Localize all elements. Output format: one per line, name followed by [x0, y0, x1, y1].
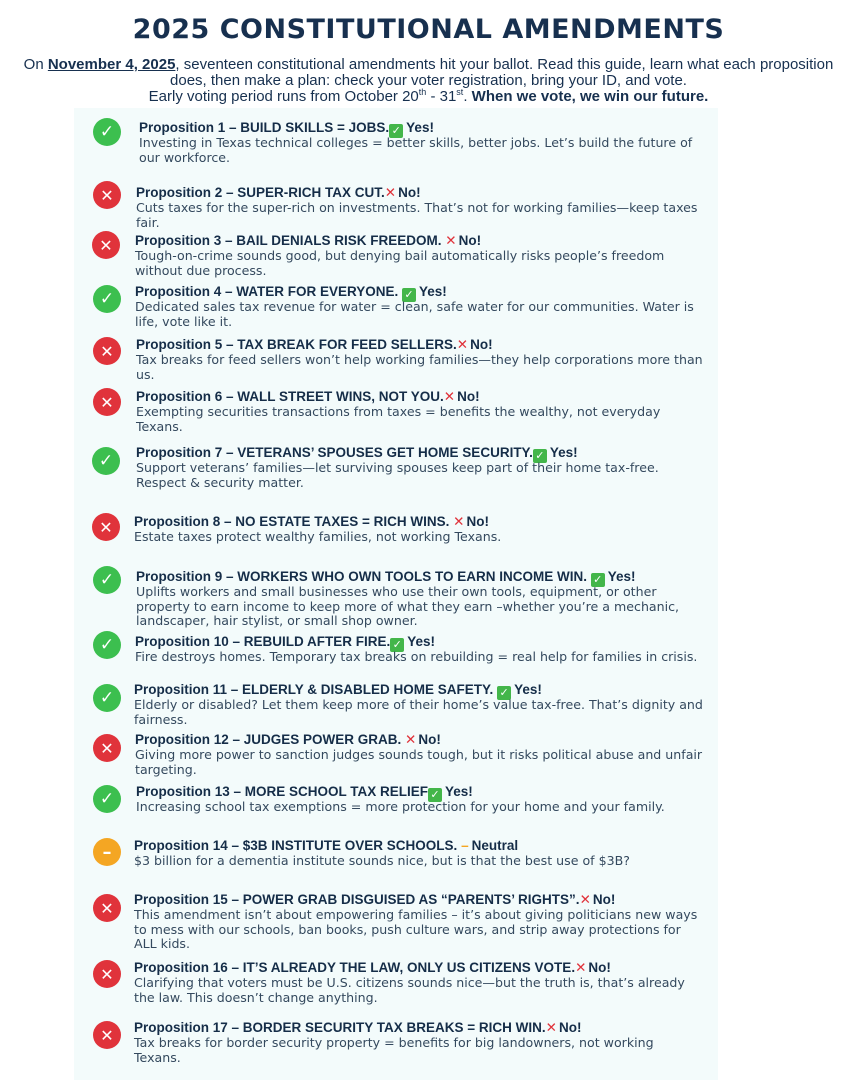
x-icon: ✕ — [93, 181, 121, 209]
proposition-title: Proposition 14 – $3B INSTITUTE OVER SCHOOLS. — [134, 838, 462, 853]
proposition-title: Proposition 3 – BAIL DENIALS RISK FREEDOM. — [135, 233, 446, 248]
proposition-description: Exempting securities transactions from taxes = benefits the wealthy, not everyday Texans. — [136, 404, 661, 434]
proposition-description: Dedicated sales tax revenue for water = clean, safe water for our communities. Water is life, vote like it. — [135, 299, 694, 329]
page-title: 2025 CONSTITUTIONAL AMENDMENTS — [132, 14, 725, 45]
intro-rest: , seventeen constitutional amendments hit your ballot. Read this guide, learn what each proposition does, then make a plan: check your voter registration, bring your ID, and vote. — [170, 56, 834, 89]
verdict-label: No! — [458, 233, 482, 248]
checkbox-icon: ✓ — [428, 788, 442, 802]
x-icon: ✕ — [92, 513, 120, 541]
proposition-title: Proposition 6 – WALL STREET WINS, NOT YOU. — [136, 389, 444, 404]
proposition-heading — [136, 337, 493, 353]
proposition-heading — [134, 514, 489, 530]
cross-icon: ✕ — [443, 389, 456, 405]
proposition-description: Estate taxes protect wealthy families, not working Texans. — [134, 529, 502, 544]
proposition-title: Proposition 16 – IT’S ALREADY THE LAW, ONLY US CITIZENS VOTE. — [134, 960, 576, 975]
proposition-heading — [134, 892, 615, 908]
intro-text — [8, 57, 849, 105]
x-icon: ✕ — [92, 231, 120, 259]
check-icon: ✓ — [92, 447, 120, 475]
proposition-title: Proposition 12 – JUDGES POWER GRAB. — [135, 732, 406, 747]
verdict-label: Yes! — [445, 784, 473, 799]
cross-icon: ✕ — [545, 1020, 557, 1036]
proposition-description: $3 billion for a dementia institute sounds nice, but is that the best use of $3B? — [134, 853, 630, 868]
cross-icon: ✕ — [453, 514, 465, 530]
verdict-label: Yes! — [419, 284, 447, 299]
proposition-heading — [134, 838, 518, 854]
cross-icon: ✕ — [405, 732, 417, 748]
verdict-label: No! — [592, 892, 616, 907]
checkbox-icon: ✓ — [389, 124, 403, 138]
minus-icon: – — [93, 838, 121, 866]
proposition-title: Proposition 2 – SUPER-RICH TAX CUT. — [136, 185, 385, 200]
checkbox-icon: ✓ — [591, 573, 605, 587]
election-date: November 4, 2025 — [47, 56, 176, 73]
proposition-title: Proposition 5 – TAX BREAK FOR FEED SELLERS. — [136, 337, 457, 352]
checkbox-icon: ✓ — [390, 638, 404, 652]
proposition-title: Proposition 15 – POWER GRAB DISGUISED AS “PARENTS’ RIGHTS”. — [134, 892, 580, 907]
proposition-heading — [136, 389, 480, 405]
cross-icon: ✕ — [384, 185, 397, 201]
proposition-description: Tax breaks for feed sellers won’t help working families—they help corporations more than us. — [136, 352, 703, 382]
check-icon: ✓ — [93, 684, 121, 712]
check-icon: ✓ — [93, 785, 121, 813]
proposition-heading — [134, 960, 611, 976]
x-icon: ✕ — [93, 388, 121, 416]
proposition-title: Proposition 10 – REBUILD AFTER FIRE. — [135, 634, 391, 649]
check-icon: ✓ — [93, 631, 121, 659]
intro-on: On — [23, 56, 44, 73]
proposition-description: Uplifts workers and small businesses who use their own tools, equipment, or other property to earn income to keep more of what they earn –whether you’re a mechanic, landscaper, hair stylist, or small shop owner. — [136, 584, 680, 628]
proposition-title: Proposition 11 – ELDERLY & DISABLED HOME SAFETY. — [134, 682, 498, 697]
slogan: When we vote, we win our future. — [471, 88, 709, 105]
checkbox-icon: ✓ — [533, 449, 547, 463]
proposition-description: Increasing school tax exemptions = more protection for your home and your family. — [136, 799, 665, 814]
verdict-label: Yes! — [514, 682, 542, 697]
cross-icon: ✕ — [456, 337, 469, 353]
verdict-label: Neutral — [471, 838, 519, 853]
cross-icon: ✕ — [579, 892, 591, 908]
proposition-description: Support veterans’ families—let surviving spouses keep part of their home tax-free. Respect & security matter. — [136, 460, 659, 490]
verdict-label: Yes! — [607, 569, 636, 584]
proposition-description: Fire destroys homes. Temporary tax breaks on rebuilding = real help for families in crisis. — [135, 649, 698, 664]
verdict-label: No! — [588, 960, 611, 975]
dash-icon: – — [461, 838, 469, 853]
verdict-label: Yes! — [549, 445, 578, 460]
verdict-label: No! — [558, 1020, 582, 1035]
proposition-title: Proposition 1 – BUILD SKILLS = JOBS. — [139, 120, 390, 135]
proposition-heading — [134, 1020, 581, 1036]
proposition-description: Cuts taxes for the super-rich on investments. That’s not for working families—keep taxes fair. — [136, 200, 698, 230]
proposition-description: This amendment isn’t about empowering families – it’s about giving politicians new ways to mess with our schools, ban books, push culture wars, and strip away protections for ALL kids. — [134, 907, 698, 951]
proposition-heading — [135, 732, 441, 748]
cross-icon: ✕ — [445, 233, 457, 249]
verdict-label: Yes! — [407, 634, 436, 649]
proposition-heading — [135, 233, 481, 249]
verdict-label: No! — [418, 732, 441, 747]
verdict-label: No! — [457, 389, 480, 404]
x-icon: ✕ — [93, 894, 121, 922]
x-icon: ✕ — [93, 734, 121, 762]
proposition-title: Proposition 13 – MORE SCHOOL TAX RELIEF — [136, 784, 429, 799]
proposition-title: Proposition 9 – WORKERS WHO OWN TOOLS TO EARN INCOME WIN. — [136, 569, 591, 584]
proposition-description: Elderly or disabled? Let them keep more of their home’s value tax-free. That’s dignity and fairness. — [134, 697, 703, 727]
x-icon: ✕ — [93, 337, 121, 365]
proposition-title: Proposition 7 – VETERANS’ SPOUSES GET HOME SECURITY. — [136, 445, 533, 460]
proposition-description: Tax breaks for border security property = benefits for big landowners, not working Texans. — [134, 1035, 654, 1065]
check-icon: ✓ — [93, 285, 121, 313]
checkbox-icon: ✓ — [497, 686, 511, 700]
check-icon: ✓ — [93, 118, 121, 146]
proposition-description: Giving more power to sanction judges sounds tough, but it risks political abuse and unfair targeting. — [135, 747, 703, 777]
checkbox-icon: ✓ — [402, 288, 416, 302]
verdict-label: Yes! — [406, 120, 434, 135]
x-icon: ✕ — [93, 960, 121, 988]
proposition-description: Investing in Texas technical colleges = better skills, better jobs. Let’s build the future of our workforce. — [139, 135, 693, 165]
early-voting-text: Early voting period runs from October 20th - 31st. — [148, 87, 468, 105]
cross-icon: ✕ — [575, 960, 587, 976]
proposition-title: Proposition 17 – BORDER SECURITY TAX BREAKS = RICH WIN. — [134, 1020, 546, 1035]
proposition-description: Clarifying that voters must be U.S. citizens sounds nice—but the truth is, that’s already the law. This doesn’t change anything. — [134, 975, 685, 1005]
x-icon: ✕ — [93, 1021, 121, 1049]
verdict-label: No! — [398, 185, 421, 200]
proposition-title: Proposition 8 – NO ESTATE TAXES = RICH WINS. — [134, 514, 454, 529]
proposition-description: Tough-on-crime sounds good, but denying bail automatically risks people’s freedom without due process. — [135, 248, 665, 278]
proposition-heading — [136, 185, 421, 201]
verdict-label: No! — [466, 514, 489, 529]
check-icon: ✓ — [93, 566, 121, 594]
verdict-label: No! — [470, 337, 493, 352]
proposition-title: Proposition 4 – WATER FOR EVERYONE. — [135, 284, 403, 299]
